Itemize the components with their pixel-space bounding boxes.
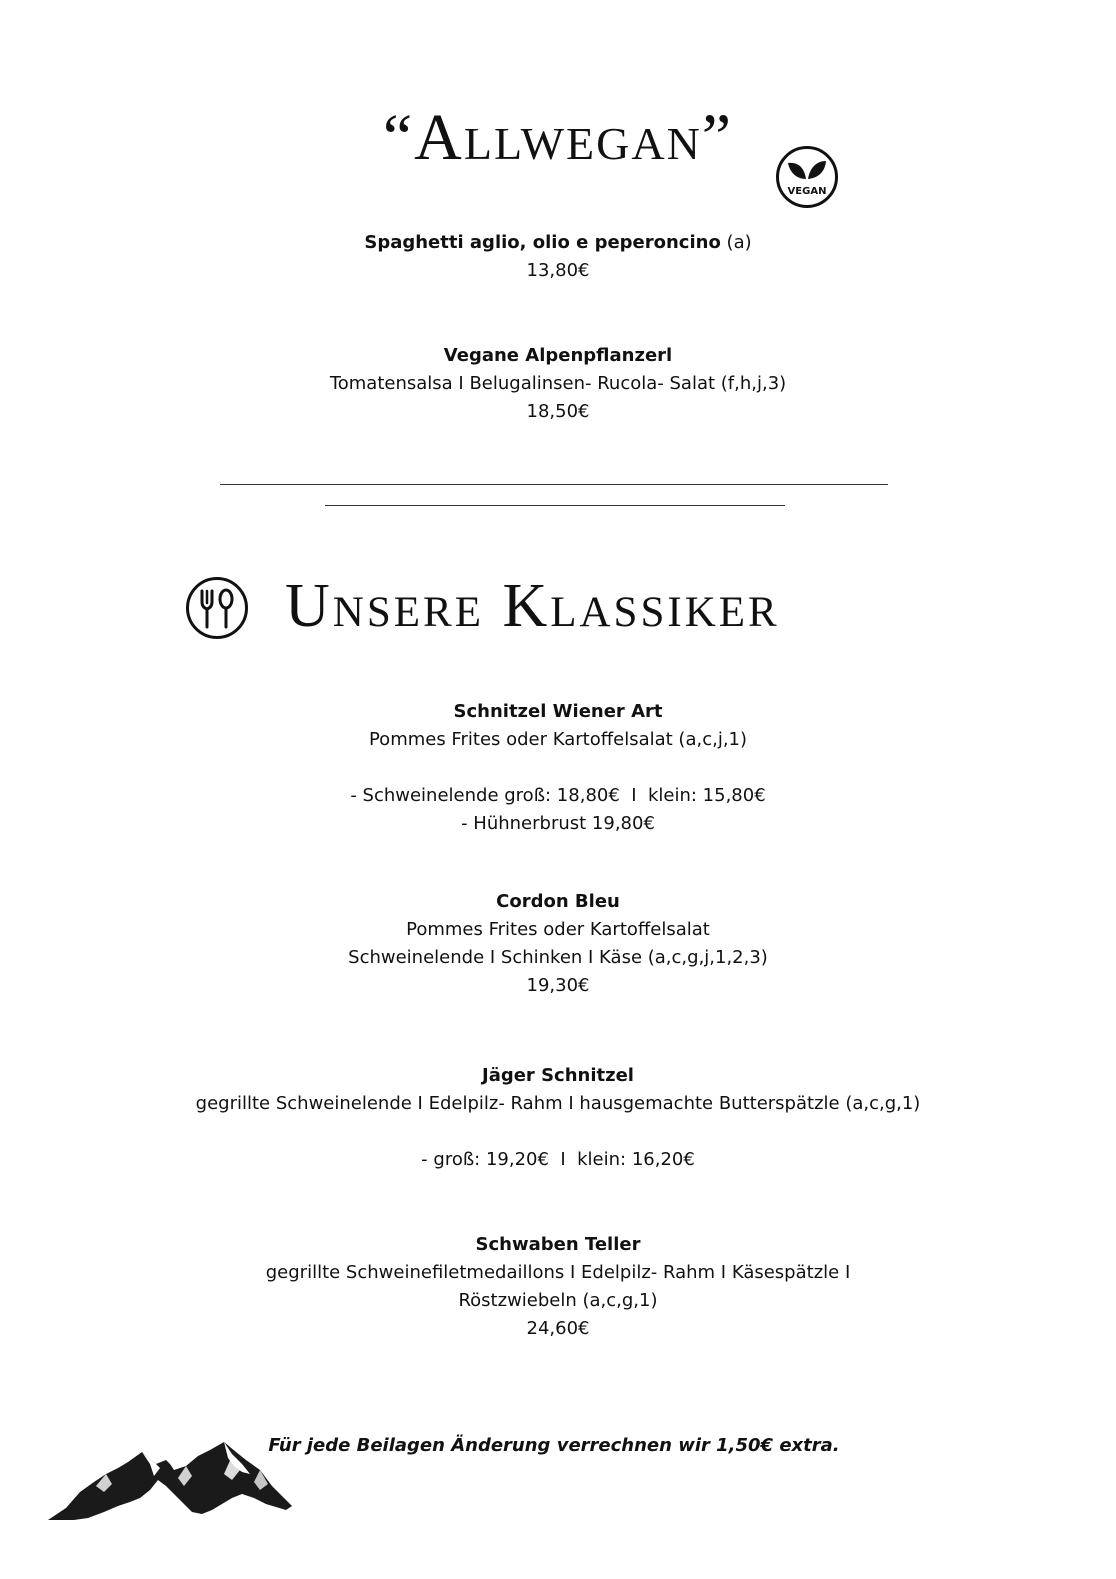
item-price: 24,60€ [526, 1318, 590, 1339]
menu-item [0, 698, 1116, 838]
item-name: Spaghetti aglio, olio e peperoncino [364, 232, 721, 253]
vegan-leaf-badge-icon [775, 145, 839, 209]
vegan-badge-label: VEGAN [787, 186, 827, 197]
mountains-icon [46, 1440, 294, 1522]
item-description: Röstzwiebeln (a,c,g,1) [458, 1290, 658, 1311]
menu-item [0, 229, 1116, 285]
item-price: 18,50€ [526, 401, 590, 422]
vegan-section-title: “Allwegan” [382, 101, 734, 174]
menu-item [0, 1062, 1116, 1174]
item-price: 19,30€ [526, 975, 590, 996]
item-name: Vegane Alpenpflanzerl [443, 345, 673, 366]
item-description: gegrillte Schweinelende I Edelpilz- Rahm I hausgemachte Butterspätzle (a,c,g,1) [195, 1093, 921, 1114]
divider-short [325, 505, 785, 506]
item-description: Schweinelende I Schinken I Käse (a,c,g,j,1,2,3) [348, 947, 768, 968]
item-price: 13,80€ [526, 260, 590, 281]
klassiker-section-title: Unsere Klassiker [285, 572, 780, 640]
fork-spoon-icon [185, 576, 249, 640]
item-name: Cordon Bleu [496, 891, 620, 912]
menu-item [0, 342, 1116, 426]
item-name: Jäger Schnitzel [482, 1065, 634, 1086]
footer-note-text: Für jede Beilagen Änderung verrechnen wir 1,50€ extra. [268, 1435, 840, 1456]
item-description: gegrillte Schweinefiletmedaillons I Edelpilz- Rahm I Käsespätzle I [265, 1262, 851, 1283]
item-description: Pommes Frites oder Kartoffelsalat [406, 919, 710, 940]
item-description: Tomatensalsa I Belugalinsen- Rucola- Salat (f,h,j,3) [329, 373, 787, 394]
item-description: Pommes Frites oder Kartoffelsalat (a,c,j,1) [368, 729, 748, 750]
divider-long [220, 484, 888, 485]
item-name: Schwaben Teller [475, 1234, 641, 1255]
item-option: - Hühnerbrust 19,80€ [461, 813, 655, 834]
menu-item [0, 888, 1116, 1000]
item-option: - groß: 19,20€ I klein: 16,20€ [421, 1149, 695, 1170]
item-allergens: (a) [720, 232, 752, 253]
item-option: - Schweinelende groß: 18,80€ I klein: 15,80€ [350, 785, 766, 806]
menu-item [0, 1231, 1116, 1343]
item-name: Schnitzel Wiener Art [453, 701, 663, 722]
